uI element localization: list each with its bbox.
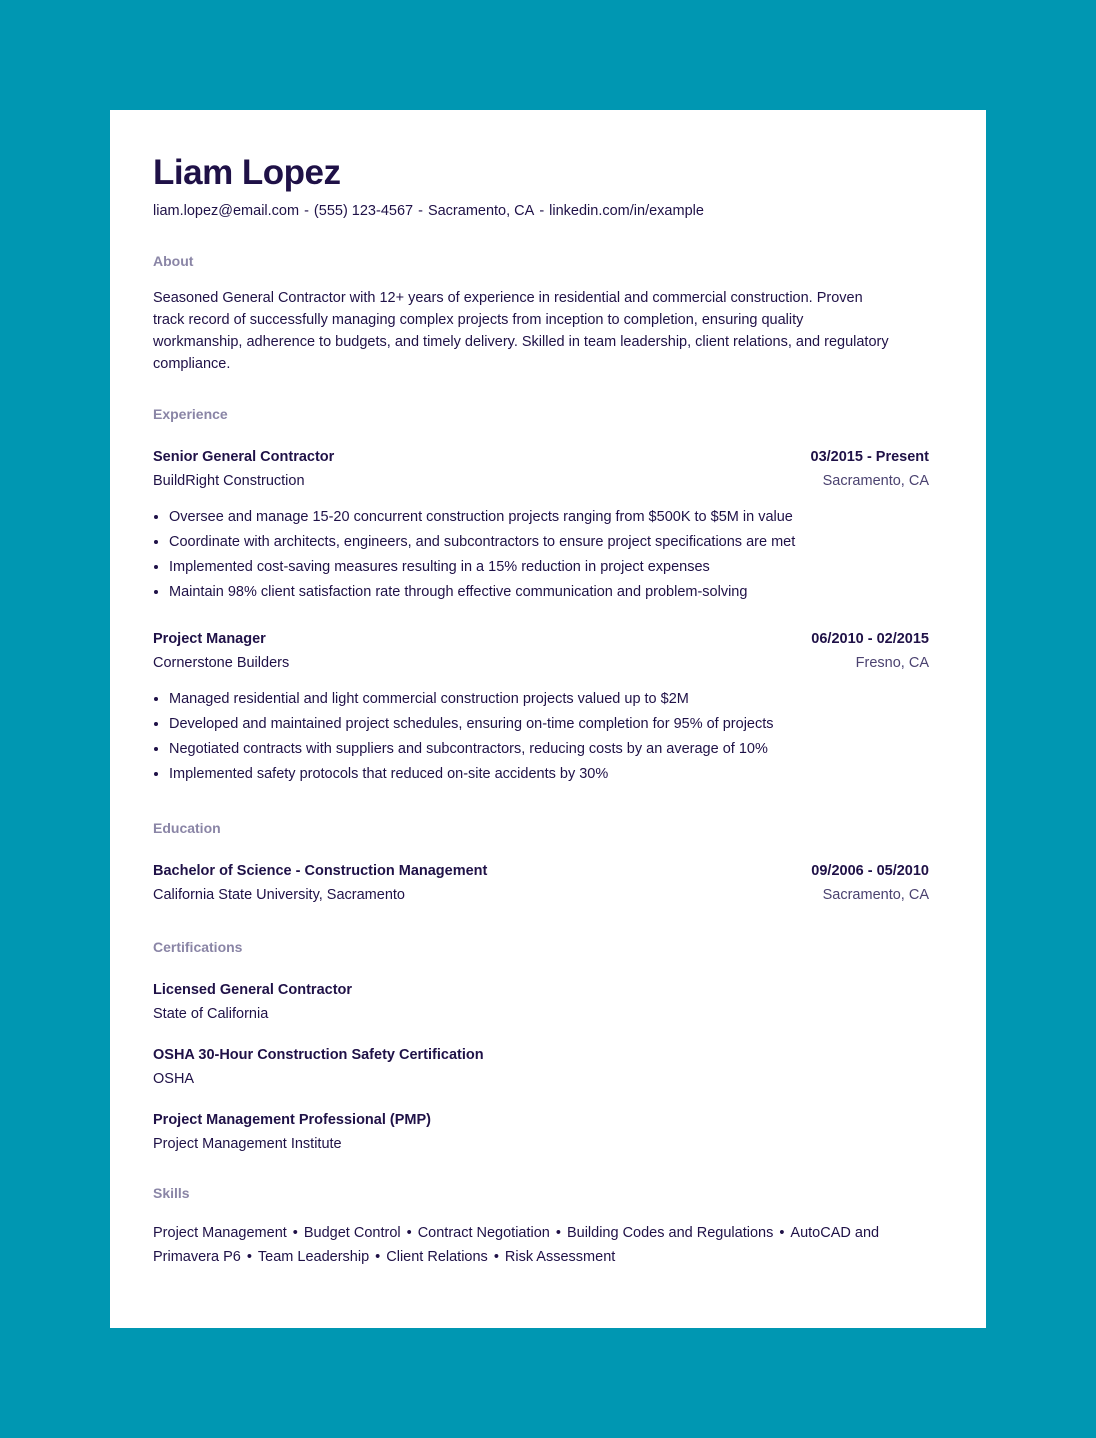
skill-separator: •	[779, 1225, 785, 1241]
contact-line	[153, 201, 929, 221]
certification-issuer: OSHA	[153, 1071, 195, 1087]
job-bullet: • Implemented safety protocols that reduced on-site accidents by 30%	[169, 762, 929, 787]
skill-item: Contract Negotiation	[417, 1225, 550, 1241]
job-bullet: • Maintain 98% client satisfaction rate through effective communication and problem-solving	[169, 580, 929, 605]
job-company: BuildRight Construction	[153, 473, 305, 489]
job-bullet: • Oversee and manage 15-20 concurrent construction projects ranging from $500K to $5M in value	[169, 505, 929, 530]
job-role: Senior General Contractor	[153, 449, 335, 465]
degree-name: Bachelor of Science - Construction Management	[153, 863, 488, 879]
education-entry	[153, 861, 929, 905]
section-title-skills: Skills	[153, 1185, 190, 1201]
skill-item: Building Codes and Regulations	[566, 1225, 774, 1241]
skill-item: Budget Control	[303, 1225, 401, 1241]
skill-separator: •	[493, 1249, 499, 1265]
skills-list	[153, 1221, 933, 1269]
section-title-about: About	[153, 253, 194, 269]
certification-name: Project Management Professional (PMP)	[153, 1112, 431, 1128]
skill-separator: •	[555, 1225, 561, 1241]
job-dates: 03/2015 - Present	[810, 449, 929, 465]
certification-item	[153, 1045, 929, 1089]
job-bullet: • Implemented cost-saving measures resulting in a 15% reduction in project expenses	[169, 555, 929, 580]
contact-separator: -	[418, 203, 423, 219]
skill-separator: •	[246, 1249, 252, 1265]
education-dates: 09/2006 - 05/2010	[811, 863, 929, 879]
school-location: Sacramento, CA	[822, 887, 929, 903]
skill-separator: •	[375, 1249, 381, 1265]
skill-separator: •	[406, 1225, 412, 1241]
experience-entry	[153, 629, 929, 787]
certification-item	[153, 1110, 929, 1154]
skill-item: Client Relations	[386, 1249, 488, 1265]
certification-issuer: State of California	[153, 1006, 269, 1022]
skill-separator: •	[292, 1225, 298, 1241]
contact-email[interactable]: liam.lopez@email.com	[153, 203, 300, 219]
job-bullets	[153, 687, 929, 787]
contact-phone: (555) 123-4567	[313, 203, 414, 219]
contact-linkedin[interactable]: linkedin.com/in/example	[549, 203, 704, 219]
experience-entry	[153, 447, 929, 605]
skill-item: Risk Assessment	[504, 1249, 616, 1265]
about-text: Seasoned General Contractor with 12+ years of experience in residential and commercial construction. Proven track record of successfully managing complex projects from inception to completion, ensuring quality workmanship, adherence to budgets, and timely delivery. Skilled in team leadership, client relations, and regulatory compliance.	[153, 290, 889, 372]
resume-page	[110, 110, 986, 1328]
job-dates: 06/2010 - 02/2015	[811, 631, 929, 647]
job-role: Project Manager	[153, 631, 266, 647]
job-bullet: • Managed residential and light commercial construction projects valued up to $2M	[169, 687, 929, 712]
skill-item: Project Management	[153, 1225, 287, 1241]
school-name: California State University, Sacramento	[153, 887, 405, 903]
job-location: Sacramento, CA	[822, 473, 929, 489]
job-bullet: • Negotiated contracts with suppliers and subcontractors, reducing costs by an average of 10%	[169, 737, 929, 762]
job-bullet: • Coordinate with architects, engineers, and subcontractors to ensure project specifications are met	[169, 530, 929, 555]
contact-location: Sacramento, CA	[427, 203, 535, 219]
job-company: Cornerstone Builders	[153, 655, 290, 671]
contact-separator: -	[304, 203, 309, 219]
certification-item	[153, 980, 929, 1024]
section-title-certifications: Certifications	[153, 939, 243, 955]
skill-item: Team Leadership	[257, 1249, 370, 1265]
certification-name: Licensed General Contractor	[153, 982, 353, 998]
contact-separator: -	[539, 203, 545, 219]
skill-item: AutoCAD and Primavera P6	[153, 1225, 880, 1265]
section-title-experience: Experience	[153, 406, 228, 422]
job-bullets	[153, 505, 929, 605]
section-title-education: Education	[153, 820, 221, 836]
certification-name: OSHA 30-Hour Construction Safety Certification	[153, 1047, 484, 1063]
candidate-name: Liam Lopez	[153, 153, 341, 192]
certification-issuer: Project Management Institute	[153, 1136, 342, 1152]
job-location: Fresno, CA	[855, 655, 929, 671]
job-bullet: • Developed and maintained project schedules, ensuring on-time completion for 95% of projects	[169, 712, 929, 737]
